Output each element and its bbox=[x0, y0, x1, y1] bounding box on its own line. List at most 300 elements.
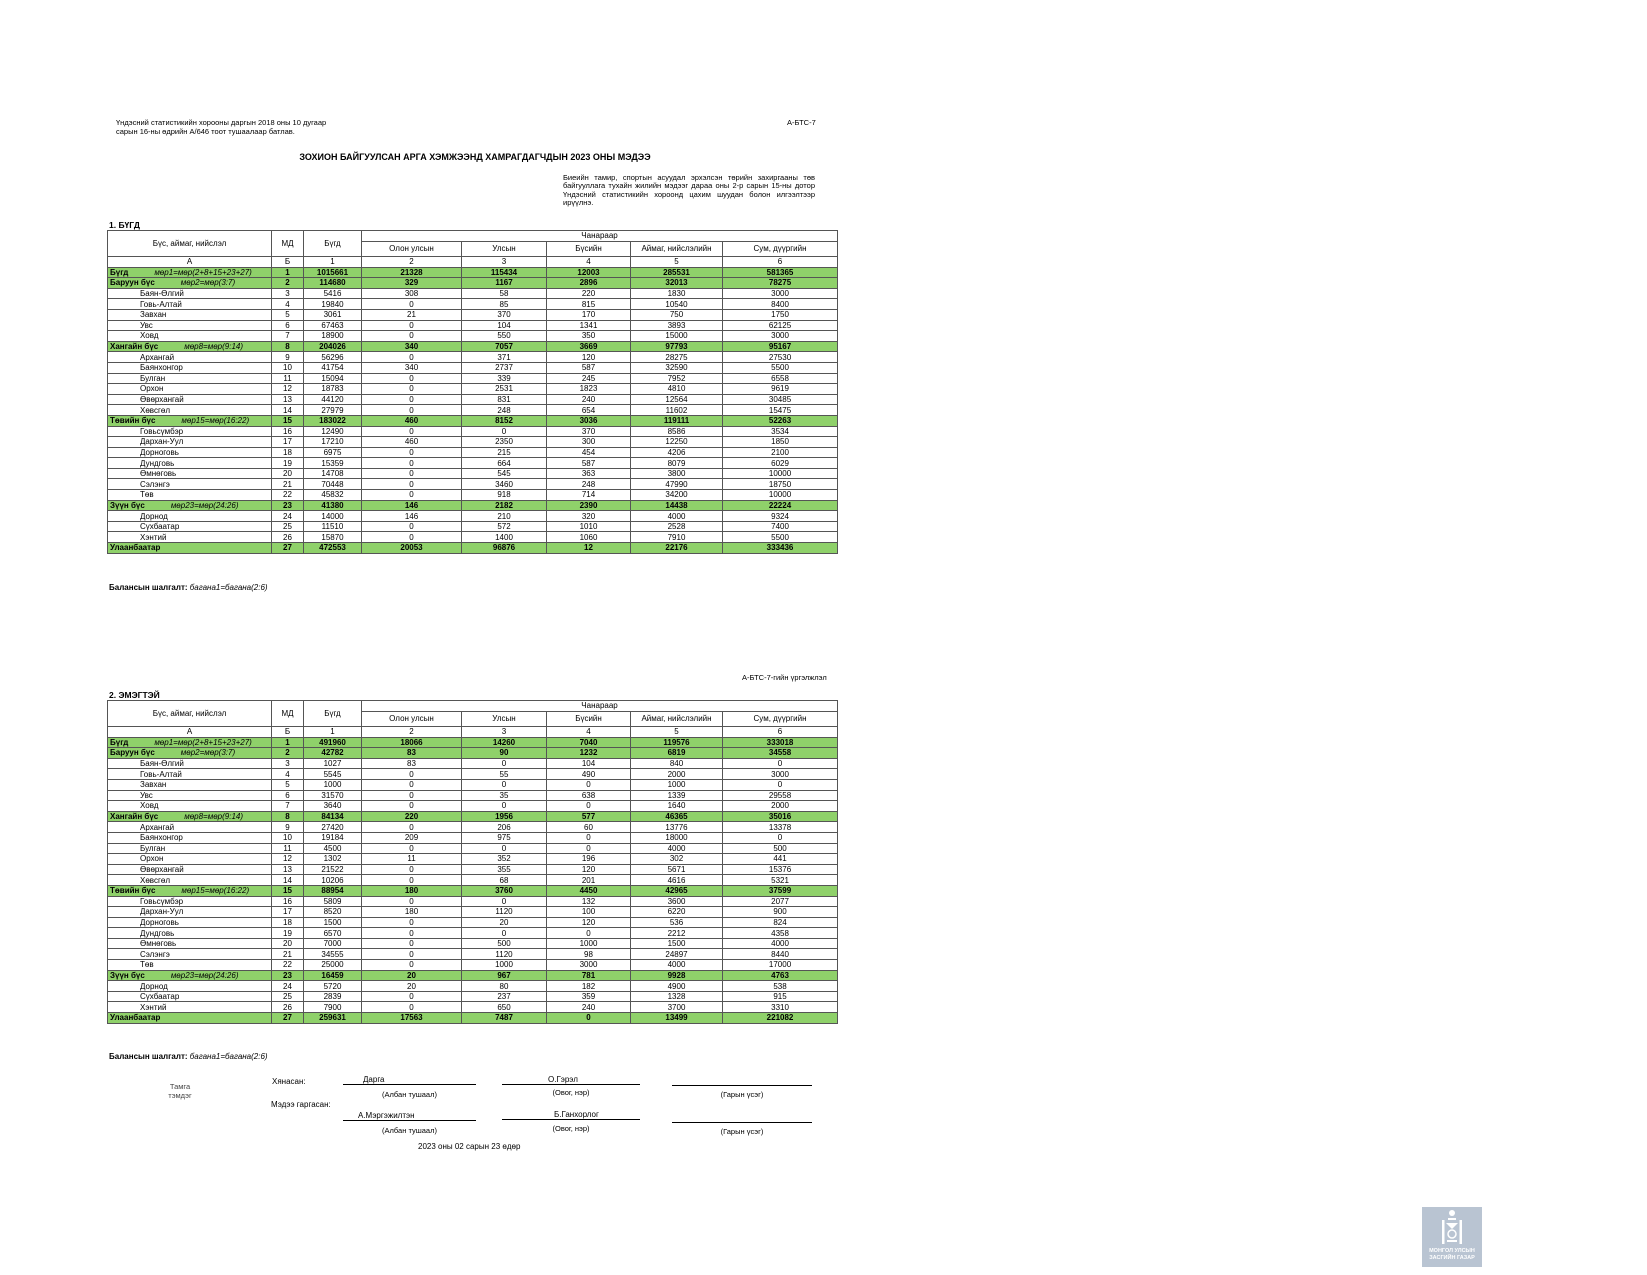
value-cell: 5 bbox=[272, 779, 304, 790]
row-name bbox=[108, 320, 272, 331]
row-label: Бүгд bbox=[110, 267, 129, 277]
header-row bbox=[108, 231, 838, 242]
row-name bbox=[108, 737, 272, 748]
row-label: Дорнод bbox=[140, 981, 168, 991]
value-cell: 0 bbox=[362, 896, 462, 907]
value-cell: 0 bbox=[362, 490, 462, 501]
value-cell: 13776 bbox=[631, 822, 723, 833]
value-cell: 58 bbox=[462, 288, 547, 299]
value-cell: 248 bbox=[547, 479, 631, 490]
value-cell: 6 bbox=[272, 790, 304, 801]
value-cell: 0 bbox=[362, 917, 462, 928]
section1-body bbox=[108, 231, 838, 554]
value-cell: 3669 bbox=[547, 341, 631, 352]
column-index: 6 bbox=[723, 727, 838, 738]
value-cell: 85 bbox=[462, 299, 547, 310]
value-cell: 21522 bbox=[304, 864, 362, 875]
value-cell: 4616 bbox=[631, 875, 723, 886]
column-header-md: МД bbox=[272, 701, 304, 727]
row-formula: мөр1=мөр(2+8+15+23+27) bbox=[154, 737, 252, 747]
value-cell: 0 bbox=[462, 928, 547, 939]
row-name bbox=[108, 267, 272, 278]
table-row bbox=[108, 907, 838, 918]
balance-label: Балансын шалгалт: bbox=[109, 583, 188, 592]
row-label: Увс bbox=[140, 320, 153, 330]
value-cell: 15 bbox=[272, 885, 304, 896]
balance-rule: багана1=багана(2:6) bbox=[189, 1052, 268, 1061]
value-cell: 220 bbox=[547, 288, 631, 299]
row-label: Булган bbox=[140, 373, 166, 383]
value-cell: 0 bbox=[362, 949, 462, 960]
column-header-region: Бүс, аймаг, нийслэл bbox=[108, 701, 272, 727]
value-cell: 42965 bbox=[631, 885, 723, 896]
value-cell: 371 bbox=[462, 352, 547, 363]
row-label: Дундговь bbox=[140, 458, 175, 468]
row-name bbox=[108, 352, 272, 363]
row-name bbox=[108, 970, 272, 981]
row-name bbox=[108, 362, 272, 373]
value-cell: 13499 bbox=[631, 1013, 723, 1024]
value-cell: 781 bbox=[547, 970, 631, 981]
value-cell: 4358 bbox=[723, 928, 838, 939]
value-cell: 34558 bbox=[723, 748, 838, 759]
row-label: Дорнод bbox=[140, 511, 168, 521]
value-cell: 35 bbox=[462, 790, 547, 801]
value-cell: 24 bbox=[272, 511, 304, 522]
value-cell: 132 bbox=[547, 896, 631, 907]
table-row bbox=[108, 758, 838, 769]
value-cell: 19 bbox=[272, 458, 304, 469]
value-cell: 206 bbox=[462, 822, 547, 833]
section2-body bbox=[108, 701, 838, 1024]
value-cell: 10000 bbox=[723, 490, 838, 501]
value-cell: 2839 bbox=[304, 991, 362, 1002]
row-name bbox=[108, 928, 272, 939]
row-formula: мөр8=мөр(9:14) bbox=[184, 812, 244, 822]
value-cell: 340 bbox=[362, 341, 462, 352]
value-cell: 24897 bbox=[631, 949, 723, 960]
value-cell: 10000 bbox=[723, 468, 838, 479]
column-header-sub: Сум, дүүргийн bbox=[723, 712, 838, 727]
reviewed-signature-caption: (Гарын үсэг) bbox=[720, 1090, 764, 1099]
value-cell: 4763 bbox=[723, 970, 838, 981]
value-cell: 7 bbox=[272, 331, 304, 342]
row-name bbox=[108, 960, 272, 971]
value-cell: 21 bbox=[362, 309, 462, 320]
row-name bbox=[108, 790, 272, 801]
prepared-label: Мэдээ гаргасан: bbox=[271, 1100, 331, 1109]
value-cell: 2 bbox=[272, 278, 304, 289]
row-label: Говь-Алтай bbox=[140, 299, 182, 309]
row-name bbox=[108, 1013, 272, 1024]
table-row bbox=[108, 394, 838, 405]
row-formula: мөр2=мөр(3:7) bbox=[180, 278, 236, 288]
row-name bbox=[108, 500, 272, 511]
value-cell: 0 bbox=[723, 758, 838, 769]
value-cell: 581365 bbox=[723, 267, 838, 278]
value-cell: 6570 bbox=[304, 928, 362, 939]
value-cell: 15870 bbox=[304, 532, 362, 543]
index-row bbox=[108, 727, 838, 738]
row-label: Төв bbox=[140, 960, 154, 970]
value-cell: 0 bbox=[362, 532, 462, 543]
value-cell: 4206 bbox=[631, 447, 723, 458]
row-label: Сүхбаатар bbox=[140, 992, 180, 1002]
value-cell: 27530 bbox=[723, 352, 838, 363]
value-cell: 285531 bbox=[631, 267, 723, 278]
row-label: Төвийн бүс bbox=[110, 886, 156, 896]
row-name bbox=[108, 479, 272, 490]
value-cell: 1120 bbox=[462, 907, 547, 918]
value-cell: 182 bbox=[547, 981, 631, 992]
value-cell: 0 bbox=[362, 521, 462, 532]
value-cell: 8 bbox=[272, 811, 304, 822]
prepared-signature-line bbox=[672, 1112, 812, 1123]
value-cell: 4000 bbox=[723, 938, 838, 949]
value-cell: 8440 bbox=[723, 949, 838, 960]
row-name bbox=[108, 415, 272, 426]
value-cell: 1400 bbox=[462, 532, 547, 543]
value-cell: 19184 bbox=[304, 832, 362, 843]
value-cell: 967 bbox=[462, 970, 547, 981]
value-cell: 27 bbox=[272, 1013, 304, 1024]
value-cell: 0 bbox=[723, 779, 838, 790]
index-row bbox=[108, 257, 838, 268]
table-row bbox=[108, 779, 838, 790]
value-cell: 0 bbox=[723, 832, 838, 843]
value-cell: 62125 bbox=[723, 320, 838, 331]
row-name bbox=[108, 405, 272, 416]
value-cell: 15376 bbox=[723, 864, 838, 875]
value-cell: 237 bbox=[462, 991, 547, 1002]
value-cell: 1120 bbox=[462, 949, 547, 960]
header-row bbox=[108, 701, 838, 712]
section2-table bbox=[107, 700, 838, 1024]
value-cell: 6220 bbox=[631, 907, 723, 918]
row-name bbox=[108, 331, 272, 342]
value-cell: 9 bbox=[272, 352, 304, 363]
row-label: Орхон bbox=[140, 854, 164, 864]
value-cell: 18066 bbox=[362, 737, 462, 748]
row-label: Бүгд bbox=[110, 737, 129, 747]
value-cell: 0 bbox=[362, 331, 462, 342]
value-cell: 1 bbox=[272, 737, 304, 748]
value-cell: 9324 bbox=[723, 511, 838, 522]
row-label: Завхан bbox=[140, 310, 167, 320]
table-row bbox=[108, 468, 838, 479]
value-cell: 900 bbox=[723, 907, 838, 918]
value-cell: 13378 bbox=[723, 822, 838, 833]
table-row bbox=[108, 521, 838, 532]
value-cell: 6 bbox=[272, 320, 304, 331]
value-cell: 1328 bbox=[631, 991, 723, 1002]
report-date: 2023 оны 02 сарын 23 өдөр bbox=[418, 1142, 521, 1151]
value-cell: 14 bbox=[272, 405, 304, 416]
value-cell: 60 bbox=[547, 822, 631, 833]
row-label: Хангайн бүс bbox=[110, 812, 159, 822]
value-cell: 6558 bbox=[723, 373, 838, 384]
value-cell: 0 bbox=[362, 822, 462, 833]
table-row bbox=[108, 864, 838, 875]
value-cell: 350 bbox=[547, 331, 631, 342]
section1-title: 1. БҮГД bbox=[109, 220, 140, 230]
table-row bbox=[108, 875, 838, 886]
column-index: 2 bbox=[362, 257, 462, 268]
value-cell: 183022 bbox=[304, 415, 362, 426]
value-cell: 119576 bbox=[631, 737, 723, 748]
value-cell: 20 bbox=[272, 938, 304, 949]
value-cell: 67463 bbox=[304, 320, 362, 331]
column-index: А bbox=[108, 727, 272, 738]
value-cell: 20 bbox=[362, 970, 462, 981]
row-formula: мөр1=мөр(2+8+15+23+27) bbox=[154, 267, 252, 277]
value-cell: 2531 bbox=[462, 384, 547, 395]
value-cell: 17563 bbox=[362, 1013, 462, 1024]
value-cell: 16459 bbox=[304, 970, 362, 981]
value-cell: 0 bbox=[362, 458, 462, 469]
value-cell: 8079 bbox=[631, 458, 723, 469]
value-cell: 355 bbox=[462, 864, 547, 875]
value-cell: 3310 bbox=[723, 1002, 838, 1013]
value-cell: 25000 bbox=[304, 960, 362, 971]
value-cell: 500 bbox=[723, 843, 838, 854]
row-name bbox=[108, 309, 272, 320]
column-index: А bbox=[108, 257, 272, 268]
value-cell: 15 bbox=[272, 415, 304, 426]
column-index: Б bbox=[272, 727, 304, 738]
column-index: 3 bbox=[462, 257, 547, 268]
value-cell: 22 bbox=[272, 960, 304, 971]
value-cell: 14708 bbox=[304, 468, 362, 479]
value-cell: 14438 bbox=[631, 500, 723, 511]
approval-note: Үндэсний статистикийн хорооны даргын 2018 оны 10 дугаар сарын 16-ны өдрийн А/646 тоот тушаалаар батлав. bbox=[116, 118, 327, 136]
value-cell: 0 bbox=[547, 843, 631, 854]
value-cell: 10540 bbox=[631, 299, 723, 310]
value-cell: 10 bbox=[272, 832, 304, 843]
row-label: Ховд bbox=[140, 331, 159, 341]
value-cell: 536 bbox=[631, 917, 723, 928]
row-name bbox=[108, 811, 272, 822]
row-label: Дархан-Уул bbox=[140, 437, 184, 447]
table-row bbox=[108, 405, 838, 416]
value-cell: 654 bbox=[547, 405, 631, 416]
value-cell: 587 bbox=[547, 458, 631, 469]
value-cell: 120 bbox=[547, 917, 631, 928]
column-header-sub: Олон улсын bbox=[362, 242, 462, 257]
value-cell: 1339 bbox=[631, 790, 723, 801]
value-cell: 259631 bbox=[304, 1013, 362, 1024]
row-label: Сэлэнгэ bbox=[140, 479, 170, 489]
value-cell: 55 bbox=[462, 769, 547, 780]
value-cell: 302 bbox=[631, 854, 723, 865]
value-cell: 4900 bbox=[631, 981, 723, 992]
value-cell: 5500 bbox=[723, 532, 838, 543]
row-name bbox=[108, 801, 272, 812]
value-cell: 0 bbox=[362, 938, 462, 949]
value-cell: 0 bbox=[362, 299, 462, 310]
value-cell: 23 bbox=[272, 970, 304, 981]
value-cell: 3534 bbox=[723, 426, 838, 437]
value-cell: 490 bbox=[547, 769, 631, 780]
value-cell: 6029 bbox=[723, 458, 838, 469]
value-cell: 146 bbox=[362, 511, 462, 522]
value-cell: 0 bbox=[362, 864, 462, 875]
row-formula: мөр8=мөр(9:14) bbox=[184, 342, 244, 352]
value-cell: 0 bbox=[362, 394, 462, 405]
value-cell: 3700 bbox=[631, 1002, 723, 1013]
row-name bbox=[108, 521, 272, 532]
value-cell: 3061 bbox=[304, 309, 362, 320]
reviewed-name: О.Гэрэл bbox=[502, 1075, 640, 1085]
table-row bbox=[108, 373, 838, 384]
value-cell: 320 bbox=[547, 511, 631, 522]
submission-note: Биеийн тамир, спортын асуудал эрхэлсэн төрийн захиргааны төв байгууллага тухайн жилийн мэдээг дараа оны 2-р сарын 15-ны дотор Үндэсний статистикийн хороонд цахим шуудан болон илгээлтээр ирүүлнэ. bbox=[563, 173, 815, 208]
value-cell: 7040 bbox=[547, 737, 631, 748]
value-cell: 1341 bbox=[547, 320, 631, 331]
value-cell: 21328 bbox=[362, 267, 462, 278]
value-cell: 3 bbox=[272, 288, 304, 299]
table-row bbox=[108, 511, 838, 522]
value-cell: 210 bbox=[462, 511, 547, 522]
row-label: Баян-Өлгий bbox=[140, 289, 184, 299]
value-cell: 32013 bbox=[631, 278, 723, 289]
value-cell: 12564 bbox=[631, 394, 723, 405]
value-cell: 1750 bbox=[723, 309, 838, 320]
value-cell: 3 bbox=[272, 758, 304, 769]
continuation-note: А-БТС-7-гийн үргэлжлэл bbox=[742, 673, 827, 682]
table-row bbox=[108, 938, 838, 949]
column-header-sub: Улсын bbox=[462, 242, 547, 257]
value-cell: 491960 bbox=[304, 737, 362, 748]
value-cell: 0 bbox=[362, 960, 462, 971]
table-row bbox=[108, 949, 838, 960]
table-row bbox=[108, 331, 838, 342]
value-cell: 2100 bbox=[723, 447, 838, 458]
row-name bbox=[108, 278, 272, 289]
table-row bbox=[108, 458, 838, 469]
row-label: Дорноговь bbox=[140, 917, 179, 927]
row-name bbox=[108, 907, 272, 918]
value-cell: 17 bbox=[272, 437, 304, 448]
value-cell: 0 bbox=[462, 801, 547, 812]
row-label: Дорноговь bbox=[140, 447, 179, 457]
value-cell: 146 bbox=[362, 500, 462, 511]
value-cell: 4500 bbox=[304, 843, 362, 854]
value-cell: 34555 bbox=[304, 949, 362, 960]
value-cell: 0 bbox=[362, 384, 462, 395]
value-cell: 0 bbox=[547, 832, 631, 843]
row-formula: мөр15=мөр(16:22) bbox=[181, 886, 250, 896]
value-cell: 4000 bbox=[631, 511, 723, 522]
value-cell: 52263 bbox=[723, 415, 838, 426]
value-cell: 714 bbox=[547, 490, 631, 501]
row-label: Хөвсгөл bbox=[140, 405, 170, 415]
row-label: Завхан bbox=[140, 780, 167, 790]
value-cell: 7487 bbox=[462, 1013, 547, 1024]
value-cell: 370 bbox=[547, 426, 631, 437]
value-cell: 196 bbox=[547, 854, 631, 865]
value-cell: 32590 bbox=[631, 362, 723, 373]
value-cell: 0 bbox=[462, 843, 547, 854]
table-row bbox=[108, 970, 838, 981]
value-cell: 97793 bbox=[631, 341, 723, 352]
row-name bbox=[108, 490, 272, 501]
row-label: Орхон bbox=[140, 384, 164, 394]
value-cell: 1 bbox=[272, 267, 304, 278]
value-cell: 201 bbox=[547, 875, 631, 886]
row-label: Өмнөговь bbox=[140, 469, 177, 479]
value-cell: 56296 bbox=[304, 352, 362, 363]
value-cell: 83 bbox=[362, 748, 462, 759]
prepared-name: Б.Ганхорлог bbox=[502, 1110, 640, 1120]
table-row bbox=[108, 309, 838, 320]
row-name bbox=[108, 437, 272, 448]
prepared-signature-caption: (Гарын үсэг) bbox=[720, 1127, 764, 1136]
value-cell: 1640 bbox=[631, 801, 723, 812]
value-cell: 8400 bbox=[723, 299, 838, 310]
value-cell: 441 bbox=[723, 854, 838, 865]
value-cell: 46365 bbox=[631, 811, 723, 822]
value-cell: 26 bbox=[272, 532, 304, 543]
value-cell: 96876 bbox=[462, 543, 547, 554]
value-cell: 16 bbox=[272, 896, 304, 907]
table-row bbox=[108, 832, 838, 843]
section1-table bbox=[107, 230, 838, 554]
value-cell: 20 bbox=[462, 917, 547, 928]
value-cell: 0 bbox=[362, 790, 462, 801]
row-label: Баянхонгор bbox=[140, 833, 183, 843]
value-cell: 20 bbox=[362, 981, 462, 992]
value-cell: 11510 bbox=[304, 521, 362, 532]
table-row bbox=[108, 801, 838, 812]
value-cell: 170 bbox=[547, 309, 631, 320]
value-cell: 1232 bbox=[547, 748, 631, 759]
value-cell: 3036 bbox=[547, 415, 631, 426]
row-label: Улаанбаатар bbox=[110, 1013, 161, 1023]
value-cell: 20 bbox=[272, 468, 304, 479]
row-label: Архангай bbox=[140, 822, 175, 832]
table-row bbox=[108, 843, 838, 854]
value-cell: 248 bbox=[462, 405, 547, 416]
table-row bbox=[108, 267, 838, 278]
row-label: Говь-Алтай bbox=[140, 769, 182, 779]
value-cell: 2390 bbox=[547, 500, 631, 511]
value-cell: 0 bbox=[547, 1013, 631, 1024]
row-name bbox=[108, 299, 272, 310]
row-name bbox=[108, 288, 272, 299]
row-name bbox=[108, 468, 272, 479]
value-cell: 45832 bbox=[304, 490, 362, 501]
value-cell: 0 bbox=[362, 447, 462, 458]
value-cell: 17000 bbox=[723, 960, 838, 971]
table-row bbox=[108, 500, 838, 511]
value-cell: 577 bbox=[547, 811, 631, 822]
value-cell: 70448 bbox=[304, 479, 362, 490]
value-cell: 27 bbox=[272, 543, 304, 554]
table-row bbox=[108, 341, 838, 352]
column-index: 2 bbox=[362, 727, 462, 738]
row-label: Хөвсгөл bbox=[140, 875, 170, 885]
value-cell: 0 bbox=[362, 1002, 462, 1013]
value-cell: 0 bbox=[362, 405, 462, 416]
table-row bbox=[108, 532, 838, 543]
column-index: 1 bbox=[304, 257, 362, 268]
row-name bbox=[108, 511, 272, 522]
row-label: Хэнтий bbox=[140, 532, 167, 542]
section2-title: 2. ЭМЭГТЭЙ bbox=[109, 690, 160, 700]
value-cell: 4810 bbox=[631, 384, 723, 395]
value-cell: 0 bbox=[462, 758, 547, 769]
